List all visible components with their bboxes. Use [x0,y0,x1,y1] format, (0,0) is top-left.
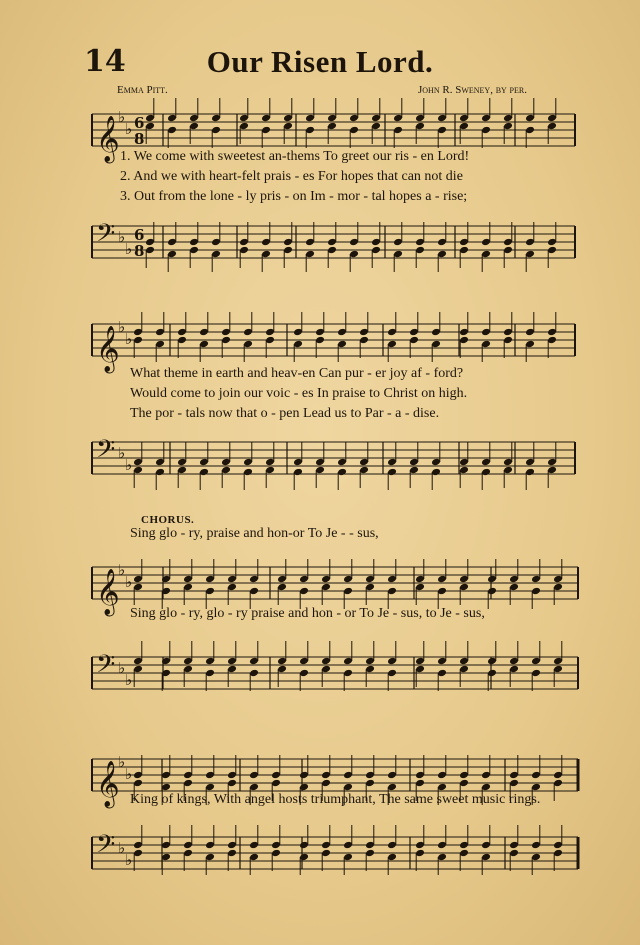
system-1-verse-3: 3. Out from the lone - ly pris - on Im - mor - tal hopes a - rise; [120,189,468,204]
system-3-bass-staff [0,649,640,699]
system-2-verse-1: What theme in earth and heav-en Can pur - er joy af - ford? [130,366,464,381]
flat-icon: ♭ [125,330,133,348]
system-2-verse-3: The por - tals now that o - pen Lead us to Par - a - dise. [130,406,440,421]
system-1-bass-staff [0,218,640,268]
flat-icon: ♭ [118,753,126,771]
flat-icon: ♭ [125,456,133,474]
system-4-verse: King of kings, With angel hosts triumphant, The same sweet music rings. [130,792,541,807]
flat-icon: ♭ [125,120,133,138]
author-credit: Emma Pitt. [117,84,168,96]
treble-clef-icon: 𝄞 [96,326,120,372]
bass-clef-icon: 𝄢 [96,830,116,865]
flat-icon: ♭ [118,839,126,857]
flat-icon: ♭ [125,573,133,591]
treble-clef-icon: 𝄞 [96,569,120,615]
flat-icon: ♭ [118,561,126,579]
bass-clef-icon: 𝄢 [96,435,116,470]
flat-icon: ♭ [118,108,126,126]
time-signature-bottom: 8 [134,130,145,148]
page-number: 14 [84,44,126,79]
time-signature-top: 6 [134,114,145,132]
composer-credit: John R. Sweney, by per. [418,84,527,96]
chorus-upper-lyric: Sing glo - ry, praise and hon-or To Je - - sus, [130,526,379,541]
flat-icon: ♭ [118,318,126,336]
system-2-treble-staff [0,316,640,372]
system-2-bass-staff [0,434,640,484]
chorus-label: CHORUS. [141,514,195,526]
hymn-title: Our Risen Lord. [206,44,434,79]
treble-clef-icon: 𝄞 [96,116,120,162]
flat-icon: ♭ [118,228,126,246]
treble-clef-icon: 𝄞 [96,761,120,807]
flat-icon: ♭ [118,659,126,677]
bass-clef-icon: 𝄢 [96,219,116,254]
flat-icon: ♭ [125,765,133,783]
system-4-bass-staff [0,829,640,879]
system-1-verse-2: 2. And we with heart-felt prais - es For hopes that can not die [120,169,463,184]
time-signature-bottom: 8 [134,242,145,260]
flat-icon: ♭ [125,240,133,258]
chorus-lower-lyric: Sing glo - ry, glo - ry praise and hon - or To Je - sus, to Je - sus, [130,606,485,621]
flat-icon: ♭ [118,444,126,462]
system-2-verse-2: Would come to join our voic - es In praise to Christ on high. [130,386,468,401]
flat-icon: ♭ [125,671,133,689]
flat-icon: ♭ [125,851,133,869]
system-1-verse-1: 1. We come with sweetest an-thems To greet our ris - en Lord! [120,149,470,164]
time-signature-top: 6 [134,226,145,244]
bass-clef-icon: 𝄢 [96,650,116,685]
